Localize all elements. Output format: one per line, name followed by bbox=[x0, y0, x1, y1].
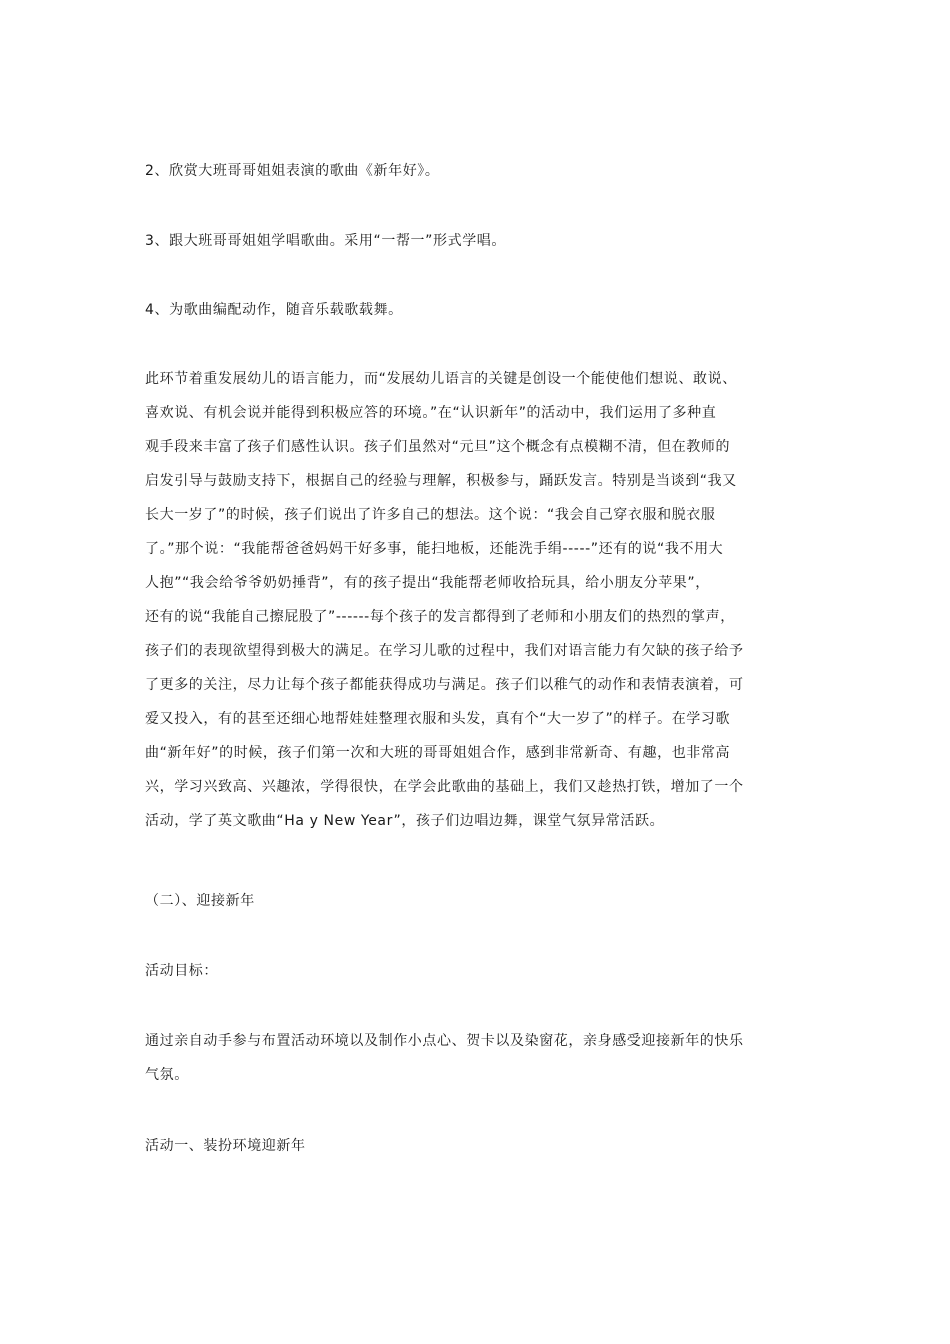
section-heading: （二）、迎接新年 bbox=[145, 893, 255, 909]
paragraph-line: 了。”那个说：“我能帮爸爸妈妈干好多事，能扫地板，还能洗手绢-----”还有的说“我不用大 bbox=[145, 541, 724, 557]
goal-label: 活动目标： bbox=[145, 963, 218, 979]
paragraph-line: 孩子们的表现欲望得到极大的满足。在学习儿歌的过程中，我们对语言能力有欠缺的孩子给予 bbox=[145, 643, 744, 659]
paragraph-line: 长大一岁了”的时候，孩子们说出了许多自己的想法。这个说：“我会自己穿衣服和脱衣服 bbox=[145, 507, 716, 523]
paragraph-line: 人抱”“我会给爷爷奶奶捶背”，有的孩子提出“我能帮老师收拾玩具，给小朋友分苹果”， bbox=[145, 575, 710, 591]
list-item-3: 3、跟大班哥哥姐姐学唱歌曲。采用“一帮一”形式学唱。 bbox=[145, 233, 507, 249]
paragraph-line: 气氛。 bbox=[145, 1067, 189, 1083]
list-item-4: 4、为歌曲编配动作，随音乐载歌载舞。 bbox=[145, 302, 403, 318]
reflection-paragraph bbox=[145, 362, 805, 838]
paragraph-line: 启发引导与鼓励支持下，根据自己的经验与理解，积极参与，踊跃发言。特别是当谈到“我又 bbox=[145, 473, 737, 489]
paragraph-line: 通过亲自动手参与布置活动环境以及制作小点心、贺卡以及染窗花，亲身感受迎接新年的快乐 bbox=[145, 1033, 744, 1049]
paragraph-line: 活动，学了英文歌曲“Ha y New Year”，孩子们边唱边舞，课堂气氛异常活跃。 bbox=[145, 813, 665, 829]
paragraph-line: 了更多的关注，尽力让每个孩子都能获得成功与满足。孩子们以稚气的动作和表情表演着，可 bbox=[145, 677, 744, 693]
paragraph-line: 还有的说“我能自己擦屁股了”------每个孩子的发言都得到了老师和小朋友们的热烈的掌声， bbox=[145, 609, 735, 625]
goal-paragraph bbox=[145, 1024, 805, 1092]
paragraph-line: 兴，学习兴致高、兴趣浓，学得很快，在学会此歌曲的基础上，我们又趁热打铁，增加了一个 bbox=[145, 779, 744, 795]
paragraph-line: 曲“新年好”的时候，孩子们第一次和大班的哥哥姐姐合作，感到非常新奇、有趣，也非常高 bbox=[145, 745, 731, 761]
list-item-2: 2、欣赏大班哥哥姐姐表演的歌曲《新年好》。 bbox=[145, 163, 440, 179]
paragraph-line: 此环节着重发展幼儿的语言能力，而“发展幼儿语言的关键是创设一个能使他们想说、敢说、 bbox=[145, 371, 737, 387]
paragraph-line: 喜欢说、有机会说并能得到积极应答的环境。”在“认识新年”的活动中，我们运用了多种直 bbox=[145, 405, 717, 421]
paragraph-line: 爱又投入，有的甚至还细心地帮娃娃整理衣服和头发，真有个“大一岁了”的样子。在学习歌 bbox=[145, 711, 731, 727]
activity-one-heading: 活动一、装扮环境迎新年 bbox=[145, 1138, 306, 1154]
paragraph-line: 观手段来丰富了孩子们感性认识。孩子们虽然对“元旦”这个概念有点模糊不清，但在教师的 bbox=[145, 439, 731, 455]
